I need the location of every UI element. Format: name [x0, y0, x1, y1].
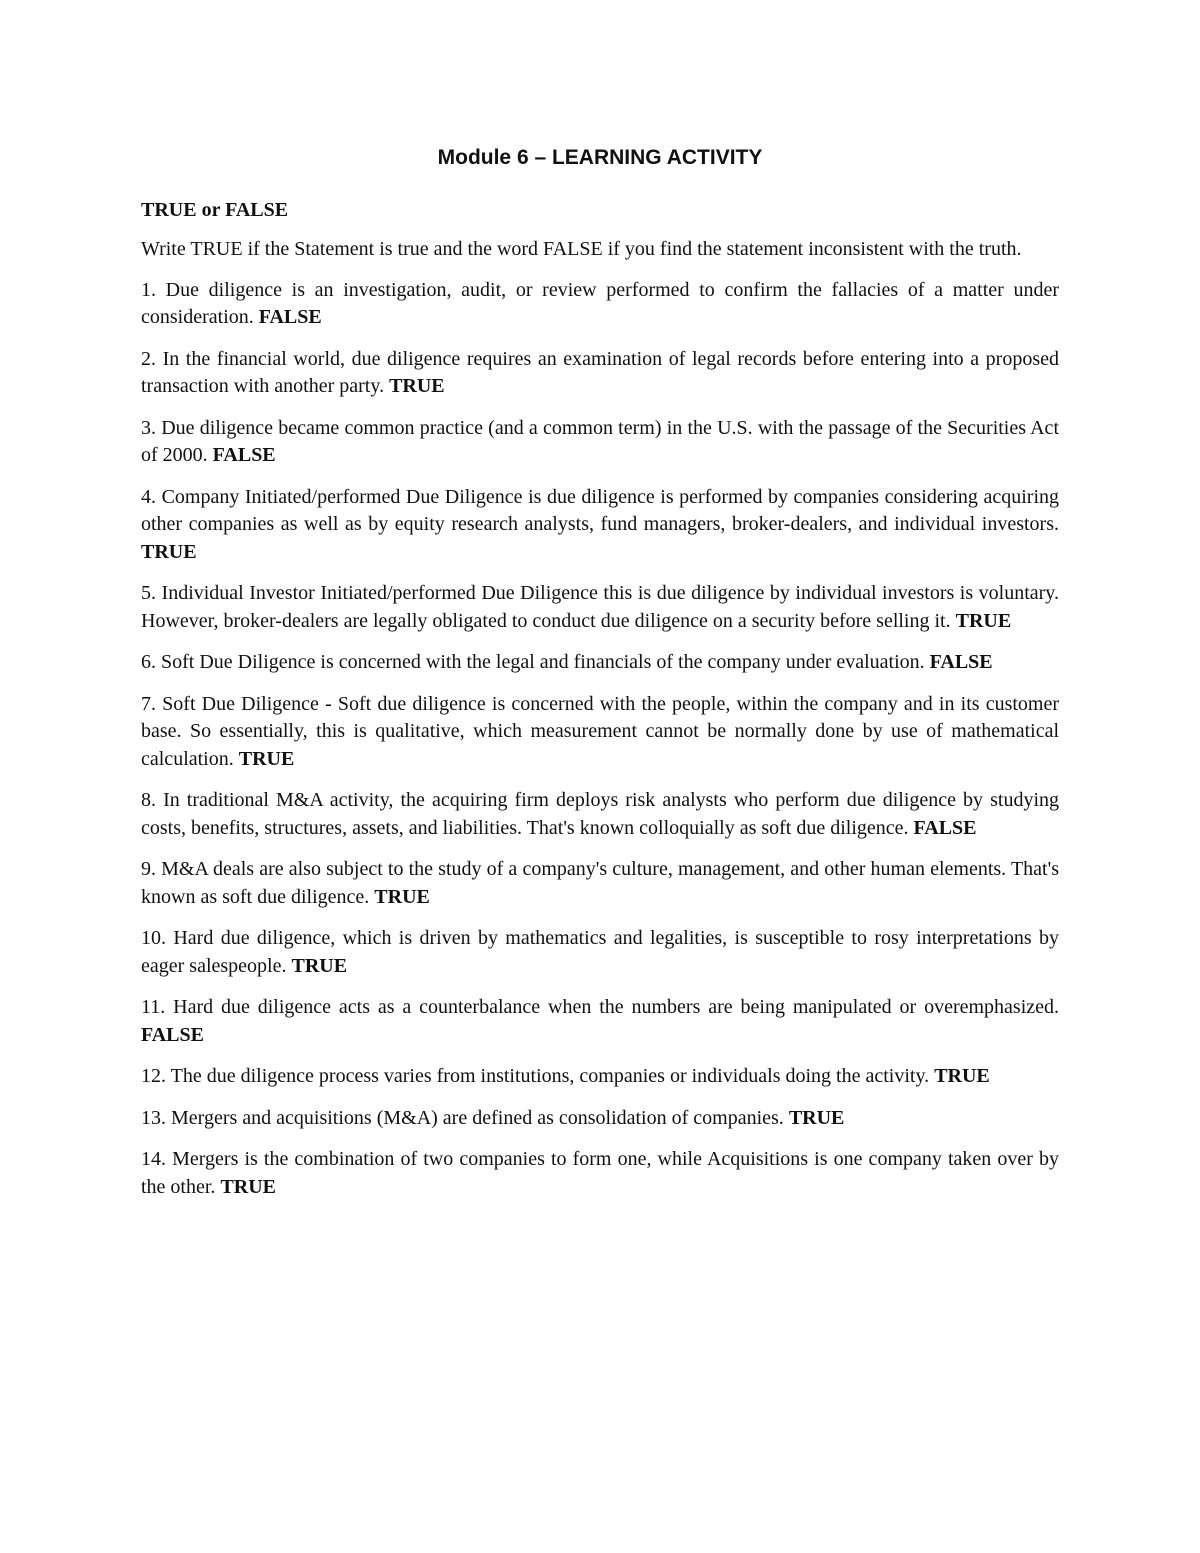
question-text: Company Initiated/performed Due Diligence is due diligence is performed by companies considering acquiring other companies as well as by equity research analysts, fund managers, broker-dealers, and individual investors. — [141, 485, 1060, 535]
question-text: Hard due diligence acts as a counterbalance when the numbers are being manipulated or overemphasized. — [173, 996, 1060, 1018]
answer-label: TRUE — [238, 747, 295, 770]
question-text: In traditional M&A activity, the acquiring firm deploys risk analysts who perform due diligence by studying costs, benefits, structures, assets, and liabilities. That's known colloquially as soft due diligence. — [141, 789, 1060, 839]
question-item-1 — [141, 277, 1059, 332]
question-text: The due diligence process varies from institutions, companies or individuals doing the activity. — [170, 1065, 935, 1087]
question-text: Mergers and acquisitions (M&A) are defined as consolidation of companies. — [171, 1106, 784, 1129]
answer-label: FALSE — [141, 1023, 204, 1046]
question-number: 7. — [141, 692, 156, 715]
answer-label: TRUE — [291, 954, 348, 977]
question-item-10 — [141, 925, 1059, 980]
question-number: 6. — [141, 651, 156, 673]
question-item-14 — [141, 1146, 1059, 1201]
question-item-3 — [141, 415, 1059, 470]
section-heading: TRUE or FALSE — [141, 199, 289, 221]
question-item-8 — [141, 787, 1059, 842]
question-item-13 — [141, 1105, 1059, 1133]
instructions-text: Write TRUE if the Statement is true and the word FALSE if you find the statement inconsistent with the truth. — [141, 238, 1022, 260]
question-number: 10. — [141, 927, 166, 949]
answer-label: FALSE — [929, 651, 993, 673]
answer-label: FALSE — [258, 306, 322, 328]
question-text: Soft Due Diligence - Soft due diligence is concerned with the people, within the company and in its customer base. So essentially, this is qualitative, which measurement cannot be normally done by use of mathematical calculation. — [141, 692, 1060, 770]
answer-label: TRUE — [374, 885, 430, 908]
question-number: 14. — [141, 1148, 166, 1170]
question-item-4 — [141, 484, 1059, 567]
answer-label: FALSE — [913, 816, 977, 839]
question-text: M&A deals are also subject to the study of a company's culture, management, and other human elements. That's known as soft due diligence. — [141, 858, 1059, 908]
answer-label: TRUE — [389, 375, 445, 397]
question-number: 4. — [141, 485, 156, 508]
question-number: 9. — [141, 858, 156, 880]
question-number: 12. — [141, 1065, 166, 1087]
question-text: In the financial world, due diligence requires an examination of legal records before entering into a proposed transaction with another party. — [141, 347, 1060, 397]
question-list — [141, 277, 1059, 1202]
question-text: Soft Due Diligence is concerned with the legal and financials of the company under evaluation. — [161, 651, 925, 673]
question-item-6 — [141, 649, 1059, 677]
question-item-2 — [141, 346, 1059, 401]
question-text: Mergers is the combination of two companies to form one, while Acquisitions is one company taken over by the other. — [141, 1148, 1059, 1198]
question-text: Individual Investor Initiated/performed Due Diligence this is due diligence by individual investors is voluntary. However, broker-dealers are legally obligated to conduct due diligence on a security before selling it. — [141, 582, 1060, 632]
question-number: 3. — [141, 416, 156, 439]
question-item-5 — [141, 580, 1059, 635]
question-number: 1. — [141, 278, 156, 301]
answer-label: TRUE — [141, 540, 197, 563]
answer-label: TRUE — [934, 1065, 990, 1087]
question-text: Hard due diligence, which is driven by mathematics and legalities, is susceptible to rosy interpretations by eager salespeople. — [141, 927, 1060, 977]
question-number: 2. — [141, 347, 156, 370]
answer-label: FALSE — [212, 444, 276, 466]
question-item-12 — [141, 1063, 1059, 1091]
document-page — [141, 140, 1059, 1215]
question-number: 11. — [141, 996, 166, 1018]
page-title: Module 6 – LEARNING ACTIVITY — [437, 146, 763, 169]
answer-label: TRUE — [955, 609, 1012, 632]
question-text: Due diligence is an investigation, audit, or review performed to confirm the fallacies of a matter under consideration. — [141, 278, 1060, 328]
answer-label: TRUE — [788, 1106, 845, 1129]
question-number: 8. — [141, 789, 156, 811]
answer-label: TRUE — [220, 1175, 277, 1198]
question-item-7 — [141, 691, 1059, 774]
question-item-11 — [141, 994, 1059, 1049]
question-number: 5. — [141, 582, 156, 604]
question-number: 13. — [141, 1106, 166, 1129]
question-item-9 — [141, 856, 1059, 911]
question-text: Due diligence became common practice (and a common term) in the U.S. with the passage of the Securities Act of 2000. — [141, 416, 1059, 466]
